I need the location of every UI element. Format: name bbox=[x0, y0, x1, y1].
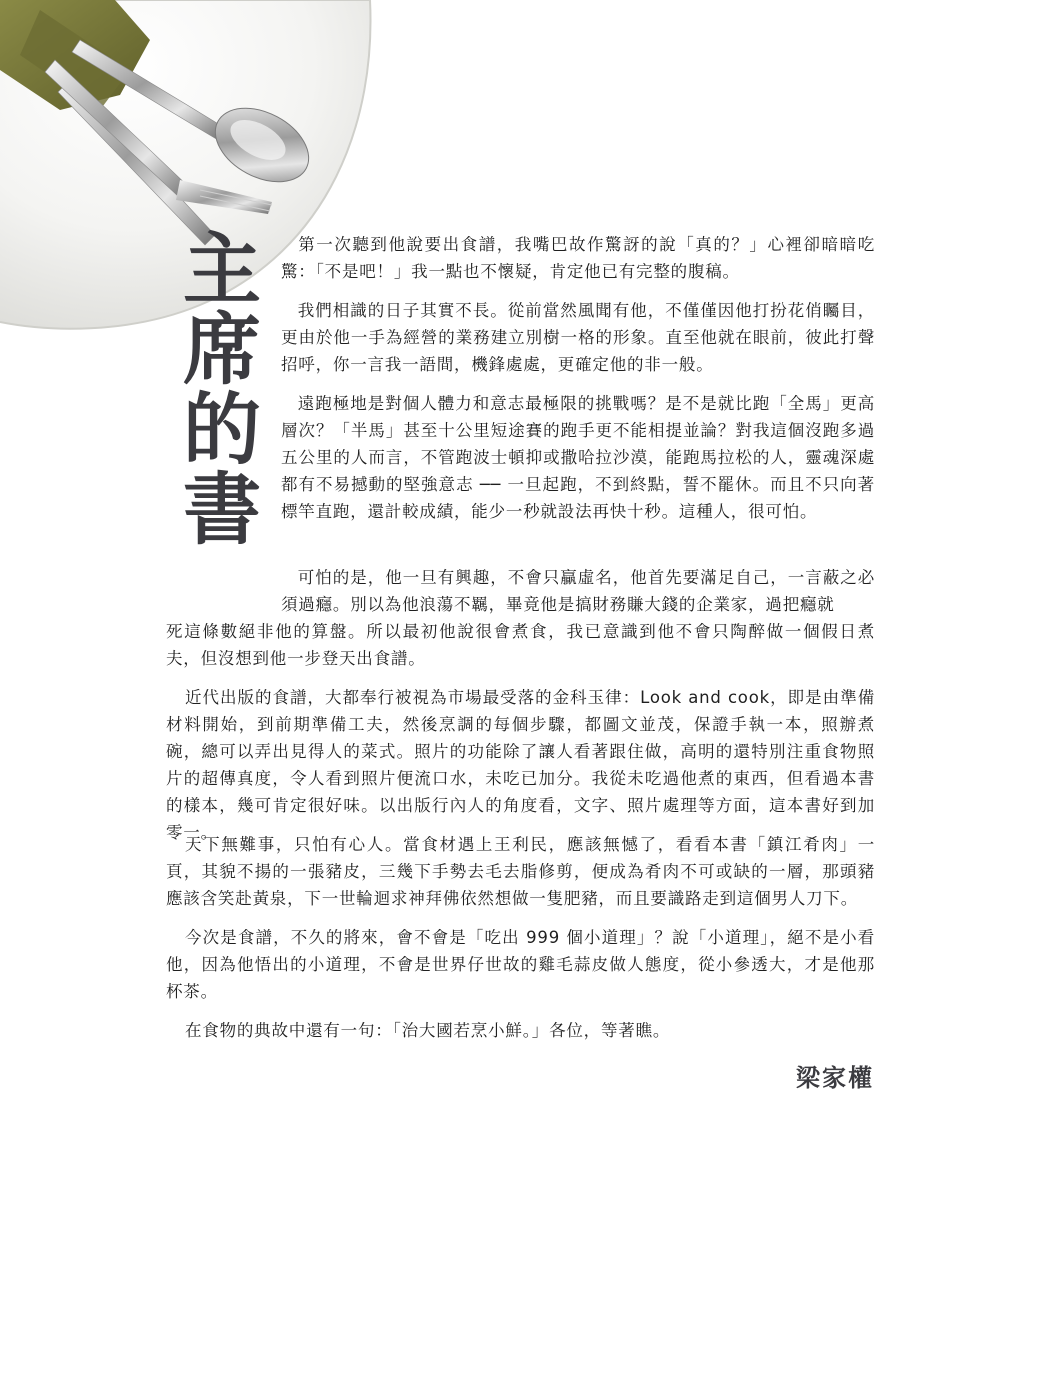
paragraph-8 bbox=[166, 1017, 875, 1044]
paragraph-5-text: 近代出版的食譜，大都奉行被視為市場最受落的金科玉律：Look and cook，即是由準備材料開始，到前期準備工夫，然後烹調的每個步驟，都圖文並茂，保證手執一本，照辦煮碗，總可以弄出見得人的菜式。照片的功能除了讓人看著跟住做，高明的還特別注重食物照片的超傳真度，令人看到照片便流口水，未吃已加分。我從未吃過他煮的東西，但看過本書的樣本，幾可肯定很好味。以出版行內人的角度看，文字、照片處理等方面，這本書好到加零一。 bbox=[166, 688, 875, 842]
paragraph-6 bbox=[166, 831, 875, 912]
paragraph-3 bbox=[281, 390, 875, 525]
paragraph-2 bbox=[281, 297, 875, 378]
paragraph-4-part-2-text: 死這條數絕非他的算盤。所以最初他說很會煮食，我已意識到他不會只陶醉做一個假日煮夫，但沒想到他一步登天出食譜。 bbox=[166, 622, 875, 668]
paragraph-5 bbox=[166, 684, 875, 846]
paragraph-4-part-1-text: 可怕的是，他一旦有興趣，不會只贏虛名，他首先要滿足自己，一言蔽之必須過癮。別以為他浪蕩不羈，畢竟他是搞財務賺大錢的企業家，過把癮就 bbox=[281, 568, 875, 614]
paragraph-7 bbox=[166, 924, 875, 1005]
paragraph-1-text: 第一次聽到他說要出食譜，我嘴巴故作驚訝的說「真的？」心裡卻暗暗吃驚：「不是吧！」我一點也不懷疑，肯定他已有完整的腹稿。 bbox=[281, 235, 875, 281]
paragraph-7-text: 今次是食譜，不久的將來，會不會是「吃出 999 個小道理」？說「小道理」，絕不是小看他，因為他悟出的小道理，不會是世界仔世故的雞毛蒜皮做人態度，從小參透大，才是他那杯茶。 bbox=[166, 928, 875, 1001]
paragraph-2-text: 我們相識的日子其實不長。從前當然風聞有他，不僅僅因他打扮花俏矚目，更由於他一手為經營的業務建立別樹一格的形象。直至他就在眼前，彼此打聲招呼，你一言我一語間，機鋒處處，更確定他的非一般。 bbox=[281, 301, 875, 374]
paragraph-4-part-2 bbox=[166, 618, 875, 672]
paragraph-4-part-1 bbox=[281, 564, 875, 618]
author-signature: 梁家權 bbox=[796, 1064, 874, 1092]
paragraph-6-text: 天下無難事，只怕有心人。當食材遇上王利民，應該無憾了，看看本書「鎮江肴肉」一頁，其貌不揚的一張豬皮，三幾下手勢去毛去脂修剪，便成為肴肉不可或缺的一層，那頭豬應該含笑赴黃泉，下一世輪迴求神拜佛依然想做一隻肥豬，而且要識路走到這個男人刀下。 bbox=[166, 835, 875, 908]
paragraph-8-text: 在食物的典故中還有一句：「治大國若烹小鮮。」各位，等著瞧。 bbox=[184, 1021, 671, 1040]
page-title: 主席的書 bbox=[170, 228, 261, 548]
paragraph-1 bbox=[281, 231, 875, 285]
paragraph-3-text: 遠跑極地是對個人體力和意志最極限的挑戰嗎？是不是就比跑「全馬」更高層次？「半馬」甚至十公里短途賽的跑手更不能相提並論？對我這個沒跑多過五公里的人而言，不管跑波士頓抑或撒哈拉沙漠，能跑馬拉松的人，靈魂深處都有不易撼動的堅強意志 ── 一旦起跑，不到終點，誓不罷休。而且不只向著標竿直跑，還計較成績，能少一秒就設法再快十秒。這種人，很可怕。 bbox=[281, 394, 875, 521]
